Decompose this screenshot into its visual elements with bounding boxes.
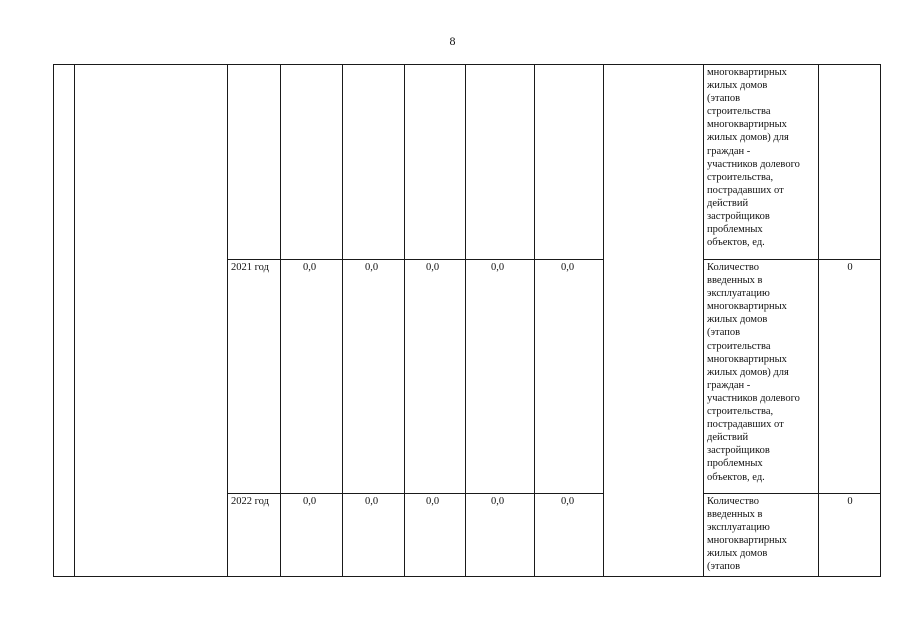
- col-line-8: [603, 64, 604, 577]
- indicator-value: 0: [847, 496, 853, 507]
- value-cell: 0,0: [365, 262, 379, 273]
- value-cell: 0,0: [491, 262, 505, 273]
- indicator-description: Количество введенных в эксплуатацию многоквартирных жилых домов (этапов: [707, 496, 787, 573]
- value-cell: 0,0: [561, 262, 575, 273]
- continuation-description: многоквартирных жилых домов (этапов строительства многоквартирных жилых домов) для граждан - участников долевого строительства, пострадавших от действий застройщиков проблемных объектов, ед.: [707, 67, 800, 249]
- row-divider-2021: [227, 259, 603, 260]
- col-line-0: [53, 64, 54, 577]
- table-bottom-border: [53, 576, 881, 577]
- value-cell: 0,0: [365, 496, 379, 507]
- col-line-5: [404, 64, 405, 577]
- col-line-2: [227, 64, 228, 577]
- col-line-11: [880, 64, 881, 577]
- row-divider-2022: [227, 493, 603, 494]
- col-line-7: [534, 64, 535, 577]
- value-cell: 0,0: [426, 496, 440, 507]
- col-line-1: [74, 64, 75, 577]
- value-cell: 0,0: [303, 262, 317, 273]
- value-cell: 0,0: [561, 496, 575, 507]
- col-line-9: [703, 64, 704, 577]
- value-cell: 0,0: [303, 496, 317, 507]
- row-divider-2021-right: [703, 259, 881, 260]
- page-number: 8: [449, 34, 456, 48]
- table-top-border: [53, 64, 881, 65]
- col-line-6: [465, 64, 466, 577]
- indicator-description: Количество введенных в эксплуатацию многоквартирных жилых домов (этапов строительства многоквартирных жилых домов) для граждан - участников долевого строительства, пострадавших от действий застройщиков проблемных объектов, ед.: [707, 262, 800, 483]
- year-cell: 2021 год: [231, 262, 269, 273]
- row-divider-2022-right: [703, 493, 881, 494]
- col-line-3: [280, 64, 281, 577]
- year-cell: 2022 год: [231, 496, 269, 507]
- indicator-value: 0: [847, 262, 853, 273]
- col-line-4: [342, 64, 343, 577]
- value-cell: 0,0: [426, 262, 440, 273]
- value-cell: 0,0: [491, 496, 505, 507]
